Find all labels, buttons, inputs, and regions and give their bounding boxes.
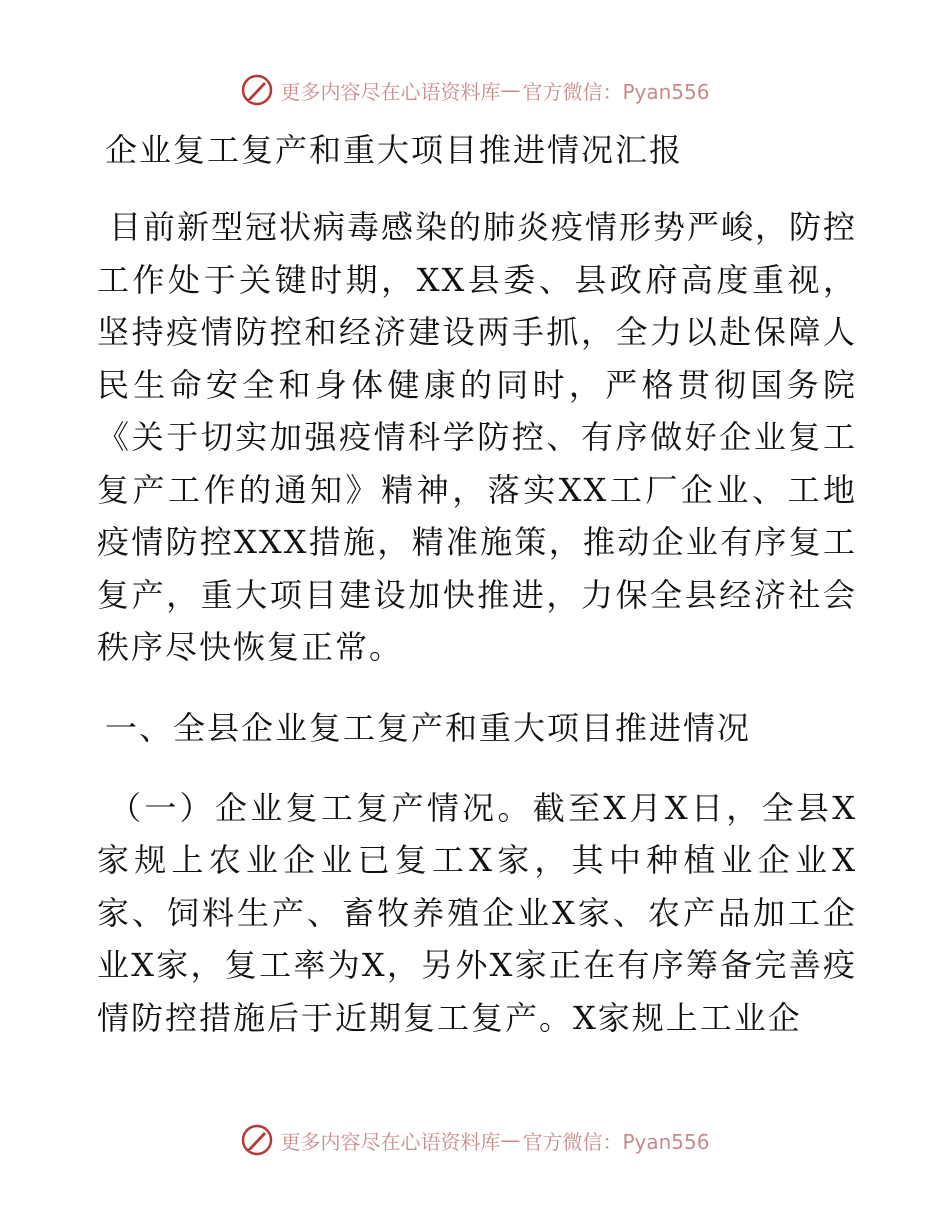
watermark-contact: 官方微信：Pyan556: [522, 79, 710, 104]
watermark-dash: —: [500, 78, 521, 102]
section-1-paragraph: （一）企业复工复产情况。截至X月X日，全县X家规上农业企业已复工X家，其中种植业企业X家、饲料生产、畜牧养殖企业X家、农产品加工企业X家，复工率为X，另外X家正在有序筹备完善疫情防控措施后于近期复工复产。X家规上工业企: [97, 788, 857, 1037]
document-title: 企业复工复产和重大项目推进情况汇报: [105, 131, 684, 169]
watermark-footer: [0, 1120, 950, 1160]
watermark-header: [0, 70, 950, 110]
watermark-main-text: 更多内容尽在心语资料库: [280, 1129, 501, 1154]
watermark-contact: 官方微信：Pyan556: [522, 1129, 710, 1154]
quill-pen-icon: [240, 1123, 274, 1157]
watermark-main-text: 更多内容尽在心语资料库: [280, 79, 501, 104]
quill-pen-icon: [240, 73, 274, 107]
document-body: [97, 120, 857, 1044]
watermark-dash: —: [500, 1128, 521, 1152]
section-1-heading: 一、全县企业复工复产和重大项目推进情况: [105, 708, 752, 747]
intro-paragraph: 目前新型冠状病毒感染的肺炎疫情形势严峻，防控工作处于关键时期，XX县委、县政府高度重视，坚持疫情防控和经济建设两手抓，全力以赴保障人民生命安全和身体健康的同时，严格贯彻国务院《关于切实加强疫情科学防控、有序做好企业复工复产工作的通知》精神，落实XX工厂企业、工地疫情防控XXX措施，精准施策，推动企业有序复工复产，重大项目建设加快推进，力保全县经济社会秩序尽快恢复正常。: [97, 208, 858, 666]
